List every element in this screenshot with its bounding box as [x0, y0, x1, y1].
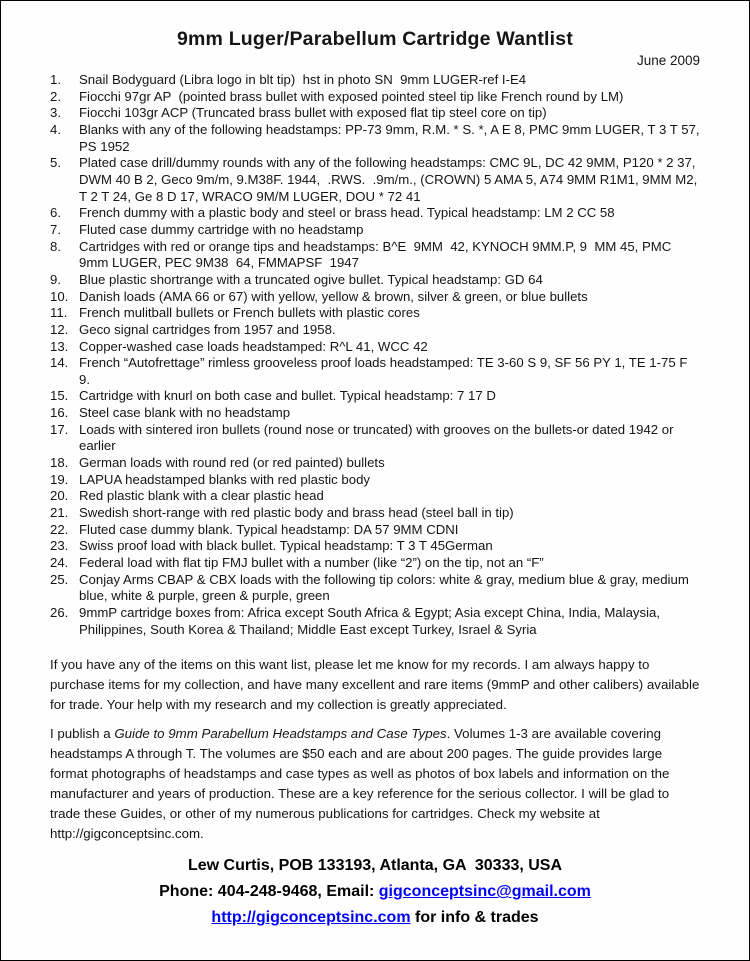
wantlist-item [50, 388, 700, 405]
item-text: Loads with sintered iron bullets (round nose or truncated) with grooves on the bullets-or dated 1942 or earlier [79, 421, 678, 454]
contact-paragraph: If you have any of the items on this want list, please let me know for my records. I am always happy to purchase items for my collection, and have many excellent and rare items (9mmP and other calibers) available for trade. Your help with my research and my collection is greatly appreciated. [50, 657, 704, 713]
footer [50, 853, 700, 931]
wantlist-item [50, 422, 700, 455]
item-text: Swiss proof load with black bullet. Typical headstamp: T 3 T 45German [79, 538, 493, 554]
item-number: 26. [50, 605, 69, 620]
item-text: Red plastic blank with a clear plastic head [79, 488, 324, 504]
wantlist-item [50, 72, 700, 89]
guide-title-italic: Guide to 9mm Parabellum Headstamps and Case Types [114, 726, 447, 742]
wantlist-item [50, 605, 700, 638]
item-number: 17. [50, 421, 69, 437]
item-number: 14. [50, 355, 69, 371]
item-text: Snail Bodyguard (Libra logo in blt tip) hst in photo SN 9mm LUGER-ref I-E4 [79, 72, 527, 87]
item-text: Conjay Arms CBAP & CBX loads with the following tip colors: white & gray, medium blue & gray, medium blue, white & purple, green & purple, green [79, 571, 693, 604]
wantlist-item [50, 305, 700, 322]
item-text: Cartridges with red or orange tips and headstamps: B^E 9MM 42, KYNOCH 9MM.P, 9 MM 45, PMC 9mm LUGER, PEC 9M38 64, FMMAPSF 1947 [79, 238, 679, 271]
email-link[interactable]: gigconceptsinc@gmail.com [378, 883, 591, 901]
wantlist-item [50, 355, 700, 388]
item-number: 21. [50, 505, 69, 521]
item-number: 11. [50, 305, 68, 321]
item-number: 8. [50, 238, 61, 254]
item-text: Plated case drill/dummy rounds with any of the following headstamps: CMC 9L, DC 42 9MM, P120 * 2 37, DWM 40 B 2, Geco 9m/m, 9.M38F. 1944, .RWS. .9m/m., (CROWN) 5 AMA 5, A74 9MM R1M1, 9MM M2, T 2 T 24, Ge 8 D 17, WRACO 9M/M LUGER, DOU * 72 41 [79, 155, 701, 204]
wantlist-item [50, 572, 700, 605]
item-text: French mulitball bullets or French bullets with plastic cores [79, 305, 420, 321]
item-number: 18. [50, 455, 69, 471]
wantlist-item [50, 522, 700, 539]
item-text: Blanks with any of the following headstamps: PP-73 9mm, R.M. * S. *, A E 8, PMC 9mm LUGER, T 3 T 57, PS 1952 [79, 121, 704, 154]
item-text: Steel case blank with no headstamp [79, 405, 291, 421]
publish-text-after: . Volumes 1-3 are available covering headstamps A through T. The volumes are $50 each and are about 200 pages. The guide provides large format photographs of headstamps and case types as well as photos of box labels and information on the manufacturer and years of production. These are a key reference for the serious collector. I will be glad to trade these Guides, or other of my numerous publications for cartridges. Check my website at http://gigconceptsinc.com. [50, 726, 674, 842]
wantlist-item [50, 239, 700, 272]
footer-website-suffix: for info & trades [410, 909, 539, 927]
date-label: June 2009 [636, 53, 700, 68]
item-number: 25. [50, 571, 69, 587]
item-number: 23. [50, 538, 69, 554]
item-text: Geco signal cartridges from 1957 and 1958. [79, 321, 336, 337]
item-text: Cartridge with knurl on both case and bullet. Typical headstamp: 7 17 D [79, 388, 496, 404]
item-number: 4. [50, 121, 61, 137]
item-number: 22. [50, 521, 69, 537]
item-text: Fiocchi 103gr ACP (Truncated brass bullet with exposed flat tip steel core on tip) [79, 105, 547, 121]
item-text: German loads with round red (or red painted) bullets [79, 455, 385, 471]
wantlist-item [50, 322, 700, 339]
wantlist [50, 72, 704, 638]
item-number: 19. [50, 471, 69, 487]
item-text: French dummy with a plastic body and steel or brass head. Typical headstamp: LM 2 CC 58 [79, 205, 615, 221]
wantlist-item [50, 121, 704, 155]
item-number: 7. [50, 221, 61, 237]
item-number: 3. [50, 105, 61, 121]
item-text: Fiocchi 97gr AP (pointed brass bullet with exposed pointed steel tip like French round by LM) [79, 88, 624, 104]
item-text: LAPUA headstamped blanks with red plastic body [79, 471, 371, 487]
item-text: Danish loads (AMA 66 or 67) with yellow, yellow & brown, silver & green, or blue bullets [79, 288, 588, 304]
wantlist-item [50, 272, 700, 289]
item-number: 12. [50, 321, 69, 337]
item-number: 16. [50, 405, 69, 421]
item-text: Swedish short-range with red plastic body and brass head (steel ball in tip) [79, 505, 514, 521]
wantlist-item [50, 488, 700, 505]
wantlist-item [50, 505, 700, 522]
footer-phone-label: Phone: 404-248-9468, Email: [159, 883, 379, 901]
wantlist-item [50, 222, 700, 239]
item-number: 6. [50, 205, 61, 221]
publish-text-before: I publish a [50, 726, 115, 742]
wantlist-item [50, 105, 700, 122]
wantlist-item [50, 339, 700, 356]
item-number: 24. [50, 555, 69, 571]
item-text: French “Autofrettage” rimless grooveless proof loads headstamped: TE 3-60 S 9, SF 56 PY 1, TE 1-75 F 9. [79, 355, 692, 387]
item-number: 15. [50, 388, 69, 404]
item-text: Fluted case dummy cartridge with no headstamp [79, 221, 364, 237]
wantlist-item [50, 289, 700, 306]
item-number: 5. [50, 155, 61, 171]
wantlist-item [50, 155, 700, 205]
website-link[interactable]: http://gigconceptsinc.com [211, 909, 411, 927]
item-text: 9mmP cartridge boxes from: Africa except South Africa & Egypt; Asia except China, India, Malaysia, Philippines, South Korea & Thailand; Middle East except Turkey, Israel & Syria [79, 605, 664, 637]
wantlist-item [50, 538, 700, 555]
item-text: Blue plastic shortrange with a truncated ogive bullet. Typical headstamp: GD 64 [79, 271, 543, 287]
wantlist-item [50, 205, 700, 222]
wantlist-item [50, 555, 700, 572]
publish-paragraph [50, 724, 700, 844]
wantlist-item [50, 405, 700, 422]
wantlist-item [50, 455, 700, 472]
footer-address: Lew Curtis, POB 133193, Atlanta, GA 30333, USA [187, 857, 563, 875]
item-number: 10. [50, 288, 69, 304]
item-number: 2. [50, 88, 61, 104]
item-number: 9. [50, 271, 61, 287]
page-title: 9mm Luger/Parabellum Cartridge Wantlist [176, 28, 574, 50]
footer-website-line [50, 905, 700, 931]
footer-contact-line [50, 879, 700, 905]
item-number: 1. [50, 72, 61, 87]
item-text: Fluted case dummy blank. Typical headstamp: DA 57 9MM CDNI [79, 521, 459, 537]
item-text: Copper-washed case loads headstamped: R^L 41, WCC 42 [79, 338, 428, 354]
item-text: Federal load with flat tip FMJ bullet with a number (like “2”) on the tip, not an “F” [79, 555, 544, 571]
wantlist-item [50, 472, 700, 489]
item-number: 20. [50, 488, 69, 504]
item-number: 13. [50, 338, 69, 354]
wantlist-item [50, 89, 700, 106]
